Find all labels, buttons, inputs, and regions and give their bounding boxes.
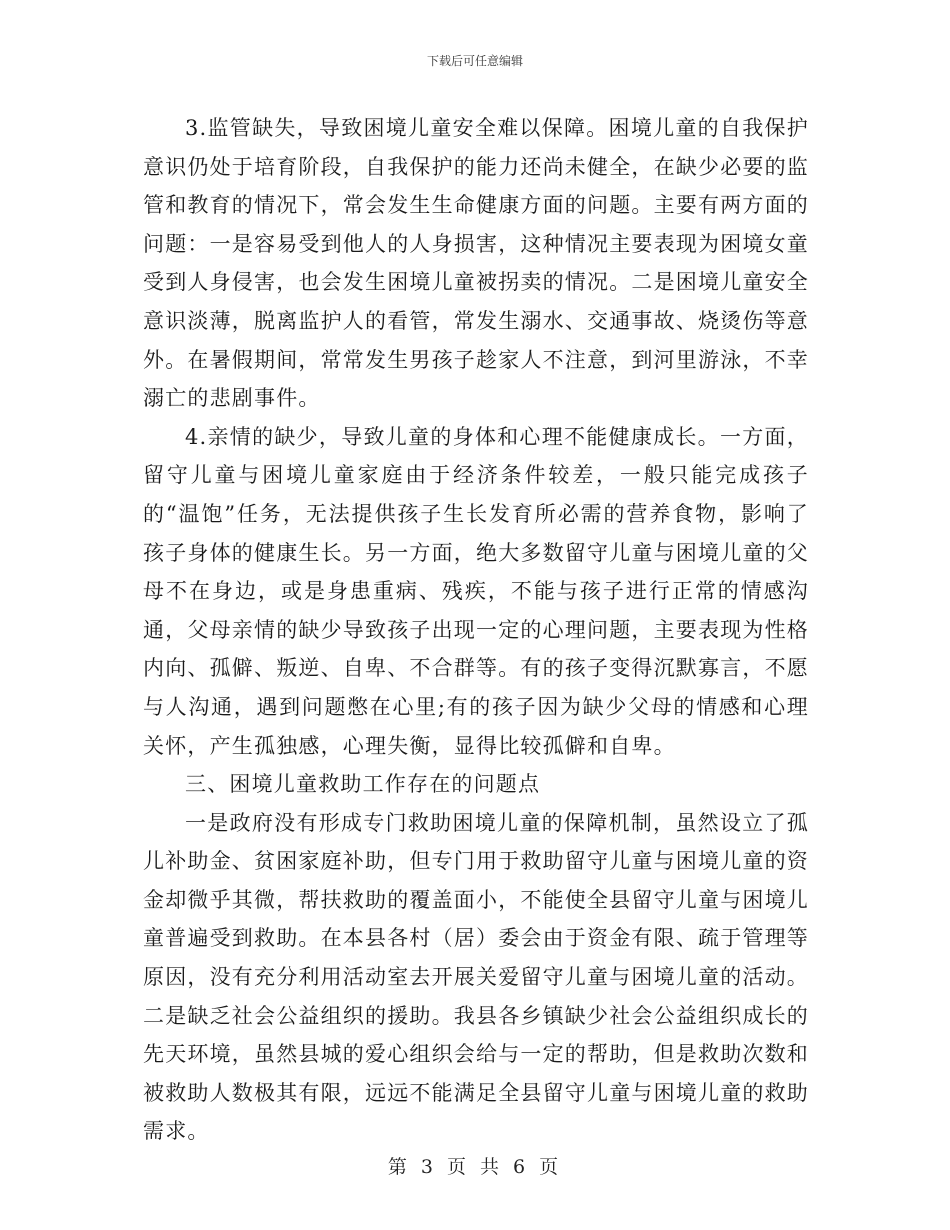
paragraph-problems: 一是政府没有形成专门救助困境儿童的保障机制，虽然设立了孤儿补助金、贫困家庭补助，但专门用于救助留守儿童与困境儿童的资金却微乎其微，帮扶救助的覆盖面小，不能使全县留守儿童与困境儿童普遍受到救助。在本县各村（居）委会由于资金有限、疏于管理等原因，没有充分利用活动室去开展关爱留守儿童与困境儿童的活动。二是缺乏社会公益组织的援助。我县各乡镇缺少社会公益组织成长的先天环境，虽然县城的爱心组织会给与一定的帮助，但是救助次数和被救助人数极其有限，远远不能满足全县留守儿童与困境儿童的救助需求。 bbox=[143, 810, 809, 1144]
page-header: 下载后可任意编辑 bbox=[426, 54, 523, 68]
paragraph-supervision: 3.监管缺失，导致困境儿童安全难以保障。困境儿童的自我保护意识仍处于培育阶段，自我保护的能力还尚未健全，在缺少必要的监管和教育的情况下，常会发生生命健康方面的问题。主要有两方面的问题：一是容易受到他人的人身损害，这种情况主要表现为困境女童受到人身侵害，也会发生困境儿童被拐卖的情况。二是困境儿童安全意识淡薄，脱离监护人的看管，常发生溺水、交通事故、烧烫伤等意外。在暑假期间，常常发生男孩子趁家人不注意，到河里游泳，不幸溺亡的悲剧事件。 bbox=[143, 116, 809, 411]
section-heading: 三、困境儿童救助工作存在的问题点 bbox=[185, 772, 541, 797]
paragraph-family-affection: 4.亲情的缺少，导致儿童的身体和心理不能健康成长。一方面，留守儿童与困境儿童家庭由于经济条件较差，一般只能完成孩子的“温饱”任务，无法提供孩子生长发育所必需的营养食物，影响了孩子身体的健康生长。另一方面，绝大多数留守儿童与困境儿童的父母不在身边，或是身患重病、残疾，不能与孩子进行正常的情感沟通，父母亲情的缺少导致孩子出现一定的心理问题，主要表现为性格内向、孤僻、叛逆、自卑、不合群等。有的孩子变得沉默寡言，不愿与人沟通，遇到问题憋在心里;有的孩子因为缺少父母的情感和心理关怀，产生孤独感，心理失衡，显得比较孤僻和自卑。 bbox=[143, 424, 809, 758]
page-footer: 第 3 页 共 6 页 bbox=[387, 1156, 563, 1178]
document-body bbox=[143, 109, 809, 1151]
